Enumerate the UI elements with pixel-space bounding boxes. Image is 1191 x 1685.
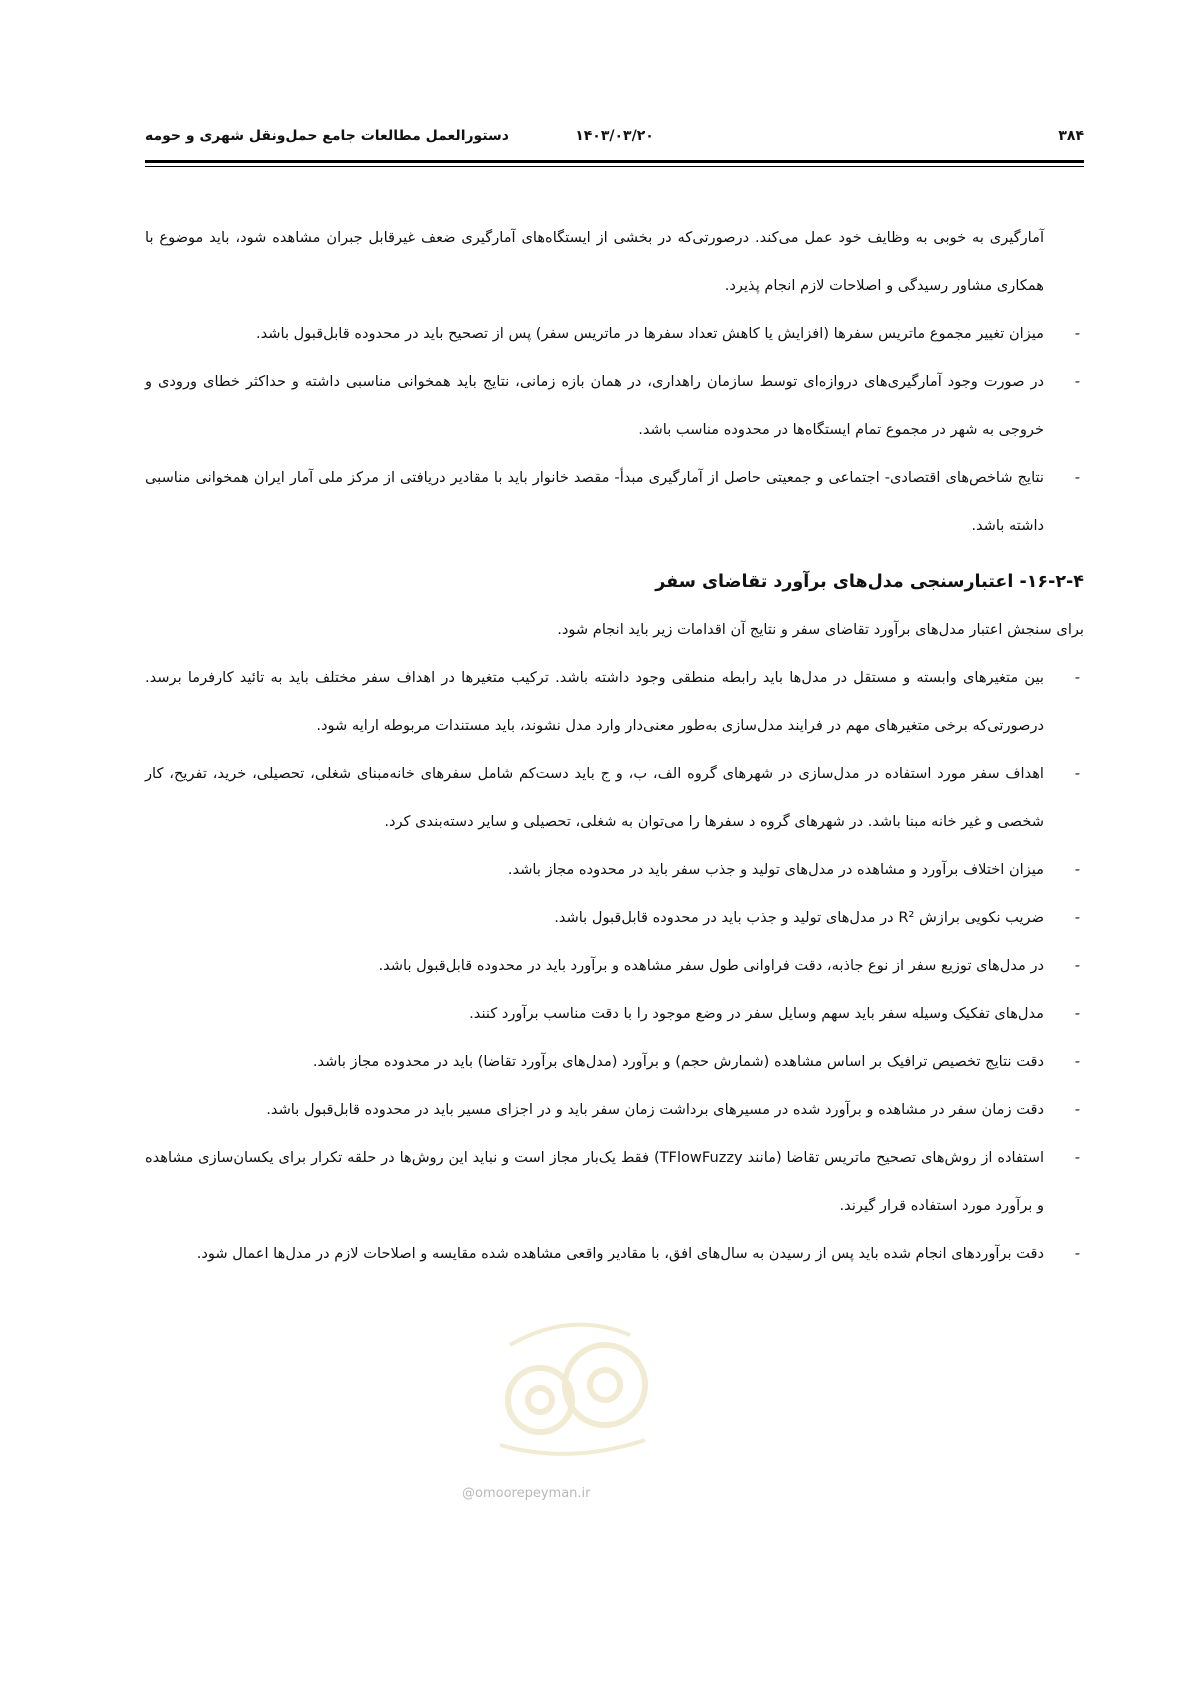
bullet-dash: - bbox=[1074, 861, 1080, 878]
list-item-text: در صورت وجود آمارگیری‌های دروازه‌ای توسط سازمان راهداری، در همان بازه زمانی، نتایج باید همخوانی مناسبی داشته و حداکثر خطای ورودی و خروجی به شهر در مجموع تمام ایستگاه‌ها در محدوده مناسب باشد. bbox=[145, 373, 1044, 438]
section-intro: برای سنجش اعتبار مدل‌های برآورد تقاضای سفر و نتایج آن اقدامات زیر باید انجام شود. bbox=[557, 621, 1084, 638]
watermark-gears bbox=[500, 1325, 645, 1454]
continuation-paragraph: آمارگیری به خوبی به وظایف خود عمل می‌کند. درصورتی‌که در بخشی از ایستگاه‌های آمارگیری ضعف غیرقابل جبران مشاهده شود، باید موضوع با همکاری مشاور رسیدگی و اصلاحات لازم انجام پذیرد. bbox=[145, 229, 1044, 294]
list-item bbox=[145, 1134, 1084, 1230]
list-item-text: دقت زمان سفر در مشاهده و برآورد شده در مسیرهای برداشت زمان سفر باید و در اجزای مسیر باید در محدوده قابل‌قبول باشد. bbox=[266, 1101, 1044, 1118]
header-date: ۱۴۰۳/۰۳/۲۰ bbox=[575, 128, 654, 144]
list-item-text: در مدل‌های توزیع سفر از نوع جاذبه، دقت فراوانی طول سفر مشاهده و برآورد باید در محدوده قابل‌قبول باشد. bbox=[378, 957, 1044, 974]
list-item bbox=[145, 846, 1084, 894]
bullet-dash: - bbox=[1074, 1053, 1080, 1070]
header-rule-thick bbox=[145, 160, 1084, 163]
list-item-text: دقت برآوردهای انجام شده باید پس از رسیدن به سال‌های افق، با مقادیر واقعی مشاهده شده مقایسه و اصلاحات لازم در مدل‌ها اعمال شود. bbox=[196, 1245, 1044, 1262]
list-item bbox=[145, 1086, 1084, 1134]
list-item bbox=[145, 454, 1084, 550]
list-item-text: دقت نتایج تخصیص ترافیک بر اساس مشاهده (شمارش حجم) و برآورد (مدل‌های برآورد تقاضا) باید در محدوده مجاز باشد. bbox=[312, 1053, 1044, 1070]
list-item-text: اهداف سفر مورد استفاده در مدل‌سازی در شهرهای گروه الف، ب، و ج باید دست‌کم شامل سفرهای خانه‌مبنای شغلی، تحصیلی، خرید، تفریح، کار شخصی و غیر خانه مبنا باشد. در شهرهای گروه د سفرها را می‌توان به شغلی، تحصیلی و سایر دسته‌بندی کرد. bbox=[145, 765, 1044, 830]
bullet-dash: - bbox=[1074, 1149, 1080, 1166]
section-heading: ۱۶-۲-۴- اعتبارسنجی مدل‌های برآورد تقاضای سفر bbox=[655, 572, 1084, 592]
list-item-text: میزان اختلاف برآورد و مشاهده در مدل‌های تولید و جذب سفر باید در محدوده مجاز باشد. bbox=[507, 861, 1044, 878]
list-item bbox=[145, 1038, 1084, 1086]
list-item bbox=[145, 654, 1084, 750]
bullet-list-main bbox=[145, 654, 1084, 1278]
header-title: دستورالعمل مطالعات جامع حمل‌ونقل شهری و حومه bbox=[145, 128, 509, 144]
bullet-dash: - bbox=[1074, 1005, 1080, 1022]
list-item-text: استفاده از روش‌های تصحیح ماتریس تقاضا (مانند TFlowFuzzy) فقط یک‌بار مجاز است و نباید این روش‌ها در حلقه تکرار برای یکسان‌سازی مشاهده و برآورد مورد استفاده قرار گیرند. bbox=[145, 1149, 1044, 1214]
header-rule-thin bbox=[145, 166, 1084, 167]
watermark-logo bbox=[470, 1305, 670, 1465]
watermark-url: @omoorepeyman.ir bbox=[462, 1486, 591, 1501]
list-item-text: ضریب نکویی برازش R² در مدل‌های تولید و جذب باید در محدوده قابل‌قبول باشد. bbox=[554, 909, 1044, 926]
bullet-dash: - bbox=[1074, 957, 1080, 974]
bullet-dash: - bbox=[1074, 909, 1080, 926]
list-item-text: نتایج شاخص‌های اقتصادی- اجتماعی و جمعیتی حاصل از آمارگیری مبدأ- مقصد خانوار باید با مقادیر دریافتی از مرکز ملی آمار ایران همخوانی مناسبی داشته باشد. bbox=[145, 469, 1044, 534]
bullet-dash: - bbox=[1074, 469, 1080, 486]
page-body bbox=[145, 214, 1084, 1278]
list-item bbox=[145, 1230, 1084, 1278]
list-item bbox=[145, 942, 1084, 990]
list-item-text: مدل‌های تفکیک وسیله سفر باید سهم وسایل سفر در وضع موجود را با دقت مناسب برآورد کنند. bbox=[469, 1005, 1044, 1022]
list-item bbox=[145, 894, 1084, 942]
running-header bbox=[145, 128, 1084, 152]
bullet-dash: - bbox=[1074, 325, 1080, 342]
list-item-text: میزان تغییر مجموع ماتریس سفرها (افزایش یا کاهش تعداد سفرها در ماتریس سفر) پس از تصحیح باید در محدوده قابل‌قبول باشد. bbox=[255, 325, 1044, 342]
bullet-dash: - bbox=[1074, 765, 1080, 782]
list-item bbox=[145, 750, 1084, 846]
bullet-dash: - bbox=[1074, 669, 1080, 686]
bullet-dash: - bbox=[1074, 373, 1080, 390]
page-number: ۳۸۴ bbox=[1058, 128, 1084, 144]
list-item bbox=[145, 990, 1084, 1038]
list-item-text: بین متغیرهای وابسته و مستقل در مدل‌ها باید رابطه منطقی وجود داشته باشد. ترکیب متغیرها در اهداف سفر مختلف باید به تائید کارفرما برسد. درصورتی‌که برخی متغیرهای مهم در فرایند مدل‌سازی به‌طور معنی‌دار وارد مدل نشوند، باید مستندات مربوطه ارایه شود. bbox=[145, 669, 1044, 734]
list-item bbox=[145, 358, 1084, 454]
list-item bbox=[145, 310, 1084, 358]
bullet-dash: - bbox=[1074, 1101, 1080, 1118]
bullet-list-top bbox=[145, 310, 1084, 550]
bullet-dash: - bbox=[1074, 1245, 1080, 1262]
